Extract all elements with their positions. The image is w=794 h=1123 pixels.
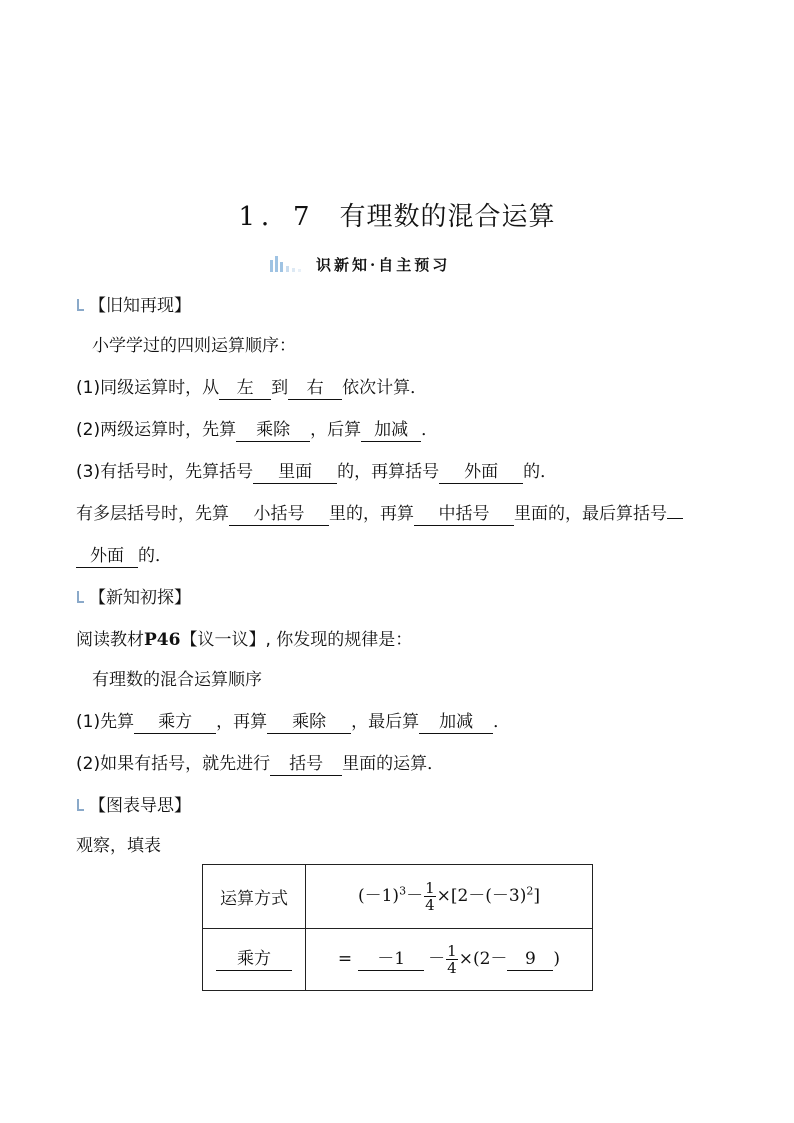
section-heading-chart: 【图表导思】 — [76, 794, 191, 818]
explore-heading: 有理数的混合运算顺序 — [92, 670, 262, 690]
review-line-3: (3)有括号时，先算括号 里面 的，再算括号 外面 的． — [76, 462, 558, 482]
fraction: $\frac{1}{4}$ — [447, 942, 457, 977]
table-row — [203, 865, 593, 929]
blank-answer: 小括号 — [229, 503, 329, 526]
explore-line-1: (1)先算 乘方 ，再算 乘除 ，最后算 加减 ． — [76, 712, 511, 732]
bar-chart-icon — [268, 254, 308, 274]
section-marker-icon — [76, 590, 85, 604]
section-heading-explore: 【新知初探】 — [76, 586, 191, 610]
blank-answer: 右 — [288, 377, 342, 400]
table-cell-label — [203, 929, 306, 991]
section-heading-review: 【旧知再现】 — [76, 294, 191, 318]
review-line-1: (1)同级运算时，从 左 到 右 依次计算． — [76, 378, 428, 398]
section-marker-icon — [76, 798, 85, 812]
chart-intro: 观察，填表 — [76, 836, 161, 856]
operation-table — [202, 864, 593, 991]
review-intro: 小学学过的四则运算顺序： — [92, 336, 296, 356]
blank-answer: －1 — [358, 948, 424, 971]
blank-answer: 乘方 — [134, 711, 216, 734]
review-line-2: (2)两级运算时，先算 乘除 ，后算 加减 ． — [76, 420, 439, 440]
preview-banner — [268, 252, 450, 276]
section-marker-icon — [76, 298, 85, 312]
blank-answer: 乘除 — [267, 711, 351, 734]
section-number: 1．7 — [238, 202, 316, 232]
blank-answer: 外面 — [439, 461, 523, 484]
blank-answer: 乘除 — [236, 419, 310, 442]
page-title — [0, 196, 794, 233]
review-line-4: 有多层括号时，先算 小括号 里的，再算 中括号 里面的，最后算括号 — [76, 502, 683, 526]
banner-text: 识新知·自主预习 — [316, 255, 451, 274]
blank-answer: 外面 — [76, 545, 138, 568]
blank-answer: 9 — [507, 948, 553, 971]
blank-answer: 括号 — [270, 753, 342, 776]
blank-answer: 加减 — [419, 711, 493, 734]
table-cell-label: 运算方式 — [203, 865, 306, 929]
explore-line-2: (2)如果有括号，就先进行 括号 里面的运算． — [76, 754, 445, 774]
blank-answer: 乘方 — [216, 948, 292, 971]
table-row — [203, 929, 593, 991]
blank-answer: 左 — [219, 377, 271, 400]
review-line-4-cont: 外面 的． — [76, 544, 172, 568]
blank-answer-start — [667, 518, 683, 519]
blank-answer: 中括号 — [414, 503, 514, 526]
table-cell-expression: $(-1)^3-$ $\frac{1}{4}$ $\times[2-(-3)^2]$ — [306, 865, 593, 929]
blank-answer: 加减 — [361, 419, 421, 442]
explore-intro: 阅读教材P46【议一议】, 你发现的规律是： — [76, 630, 413, 650]
title-text: 有理数的混合运算 — [339, 202, 556, 232]
fraction: $\frac{1}{4}$ — [425, 879, 435, 914]
table-cell-expression: = －1 － $\frac{1}{4}$ ×(2－ 9 ) — [306, 929, 593, 991]
blank-answer: 里面 — [253, 461, 337, 484]
